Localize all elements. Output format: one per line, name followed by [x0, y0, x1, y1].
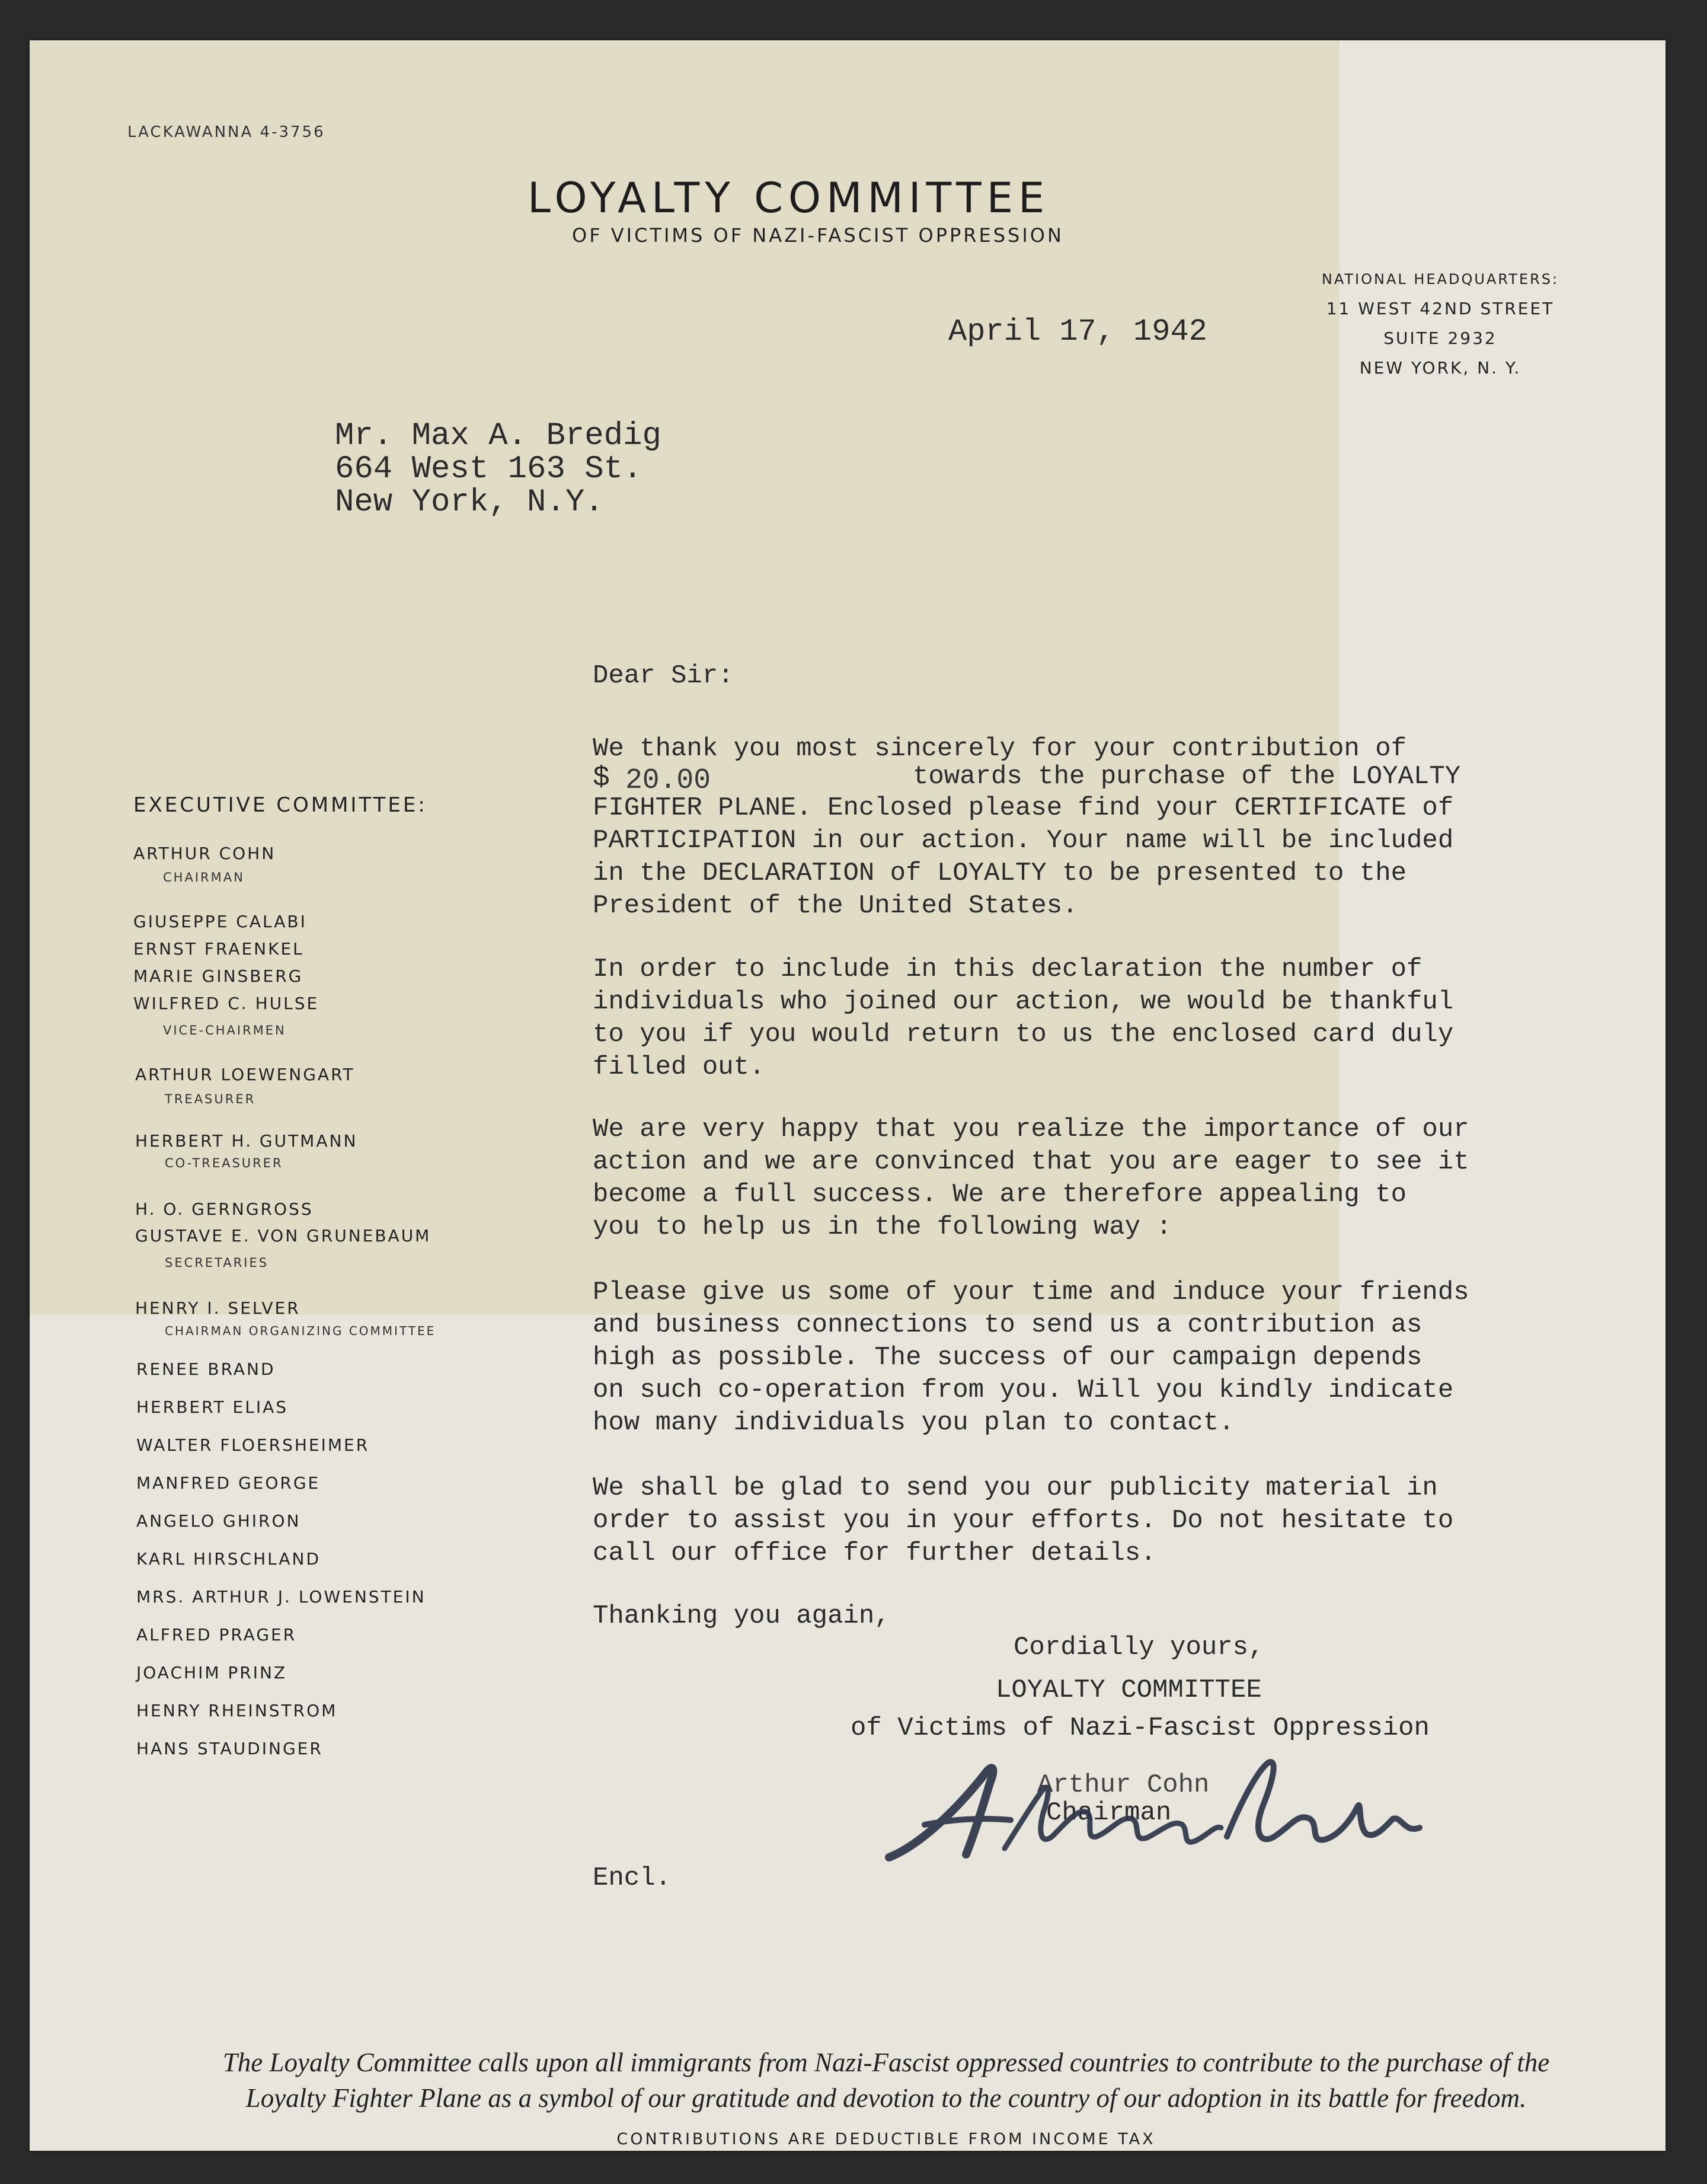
committee-member: HENRY I. SELVER — [135, 1298, 301, 1318]
body-line: become a full success. We are therefore appealing to — [593, 1180, 1407, 1209]
recipient-name: Mr. Max A. Bredig — [335, 418, 661, 454]
body-line: towards the purchase of the LOYALTY — [913, 762, 1461, 791]
committee-member: MARIE GINSBERG — [133, 966, 303, 986]
letterhead-title: LOYALTY COMMITTEE — [528, 174, 1050, 222]
body-line: We thank you most sincerely for your contribution of — [593, 734, 1407, 764]
committee-member: MANFRED GEORGE — [136, 1473, 321, 1493]
body-line: We shall be glad to send you our publicity material in — [593, 1473, 1438, 1503]
body-line: PARTICIPATION in our action. Your name will be included — [593, 826, 1454, 855]
signature-org-line1: LOYALTY COMMITTEE — [996, 1675, 1262, 1705]
enclosure-note: Encl. — [593, 1863, 672, 1893]
committee-role: TREASURER — [165, 1092, 256, 1106]
footer-appeal-line2: Loyalty Fighter Plane as a symbol of our gratitude and devotion to the country of our adoption in its battle for freedom. — [245, 2083, 1527, 2113]
hq-city: NEW YORK, N. Y. — [1359, 358, 1521, 378]
committee-member: GUSTAVE E. VON GRUNEBAUM — [135, 1226, 431, 1246]
committee-role: CO-TREASURER — [165, 1156, 283, 1170]
committee-member: ARTHUR LOEWENGART — [135, 1065, 355, 1084]
valediction: Cordially yours, — [1014, 1633, 1264, 1662]
committee-member: WALTER FLOERSHEIMER — [136, 1435, 370, 1455]
committee-role: VICE-CHAIRMEN — [163, 1023, 286, 1037]
hq-suite: SUITE 2932 — [1383, 328, 1497, 348]
body-line: individuals who joined our action, we would be thankful — [593, 987, 1454, 1017]
committee-member: ANGELO GHIRON — [136, 1511, 301, 1531]
salutation: Dear Sir: — [593, 661, 734, 691]
recipient-street: 664 West 163 St. — [335, 451, 642, 487]
committee-member: HANS STAUDINGER — [136, 1739, 323, 1758]
body-line: We are very happy that you realize the importance of our — [593, 1115, 1469, 1144]
body-line: In order to include in this declaration the number of — [593, 954, 1422, 984]
executive-committee-heading: EXECUTIVE COMMITTEE: — [133, 793, 427, 817]
body-line: filled out. — [593, 1052, 765, 1082]
letter-date: April 17, 1942 — [948, 314, 1207, 349]
body-line: to you if you would return to us the enclosed card duly — [593, 1020, 1454, 1049]
body-line: and business connections to send us a contribution as — [593, 1310, 1422, 1340]
committee-member: RENEE BRAND — [136, 1359, 276, 1379]
body-line: on such co-operation from you. Will you kindly indicate — [593, 1375, 1454, 1405]
body-line: action and we are convinced that you are eager to see it — [593, 1147, 1469, 1177]
committee-member: HENRY RHEINSTROM — [136, 1701, 338, 1720]
committee-member: JOACHIM PRINZ — [136, 1663, 287, 1682]
body-line: you to help us in the following way : — [593, 1212, 1172, 1242]
committee-member: WILFRED C. HULSE — [133, 994, 319, 1013]
committee-role: SECRETARIES — [165, 1256, 269, 1270]
committee-member: KARL HIRSCHLAND — [136, 1549, 321, 1569]
body-line: President of the United States. — [593, 891, 1078, 921]
letterhead-subtitle: OF VICTIMS OF NAZI-FASCIST OPPRESSION — [572, 224, 1064, 247]
committee-member: MRS. ARTHUR J. LOWENSTEIN — [136, 1587, 426, 1607]
recipient-city: New York, N.Y. — [335, 484, 604, 521]
currency-symbol: $ — [593, 762, 610, 794]
handwritten-signature — [883, 1736, 1428, 1884]
body-line: Please give us some of your time and induce your friends — [593, 1278, 1469, 1307]
committee-member: HERBERT H. GUTMANN — [135, 1131, 358, 1151]
body-line: in the DECLARATION of LOYALTY to be presented to the — [593, 858, 1407, 888]
committee-member: ERNST FRAENKEL — [133, 939, 304, 959]
signer-name: Arthur Cohn — [1037, 1770, 1210, 1800]
committee-role: CHAIRMAN — [163, 870, 245, 885]
body-line: call our office for further details. — [593, 1538, 1156, 1568]
footer-appeal-line1: The Loyalty Committee calls upon all immigrants from Nazi-Fascist oppressed countries to contribute to the purchase of the — [222, 2048, 1550, 2077]
signer-title: Chairman — [1046, 1798, 1172, 1828]
body-line: FIGHTER PLANE. Enclosed please find your CERTIFICATE of — [593, 793, 1454, 823]
recipient-address — [335, 420, 661, 519]
hq-street: 11 WEST 42ND STREET — [1326, 299, 1555, 318]
letter-page — [30, 40, 1666, 2151]
body-line: high as possible. The success of our campaign depends — [593, 1343, 1422, 1372]
contribution-amount: 20.00 — [625, 765, 711, 797]
committee-member: HERBERT ELIAS — [136, 1397, 288, 1417]
closing-thanks: Thanking you again, — [593, 1601, 890, 1631]
committee-member: H. O. GERNGROSS — [135, 1199, 314, 1219]
letterhead-phone: LACKAWANNA 4-3756 — [127, 123, 325, 141]
hq-label: NATIONAL HEADQUARTERS: — [1321, 271, 1559, 288]
body-line: how many individuals you plan to contact. — [593, 1408, 1235, 1438]
signature-org-line2: of Victims of Nazi-Fascist Oppression — [851, 1713, 1430, 1743]
committee-member: GIUSEPPE CALABI — [133, 912, 307, 931]
committee-member: ALFRED PRAGER — [136, 1625, 297, 1645]
committee-member: ARTHUR COHN — [133, 844, 276, 863]
body-line: order to assist you in your efforts. Do not hesitate to — [593, 1506, 1454, 1535]
footer-tax-note: CONTRIBUTIONS ARE DEDUCTIBLE FROM INCOME TAX — [616, 2130, 1156, 2148]
headquarters-address — [1283, 264, 1597, 383]
committee-role: CHAIRMAN ORGANIZING COMMITTEE — [165, 1324, 436, 1338]
